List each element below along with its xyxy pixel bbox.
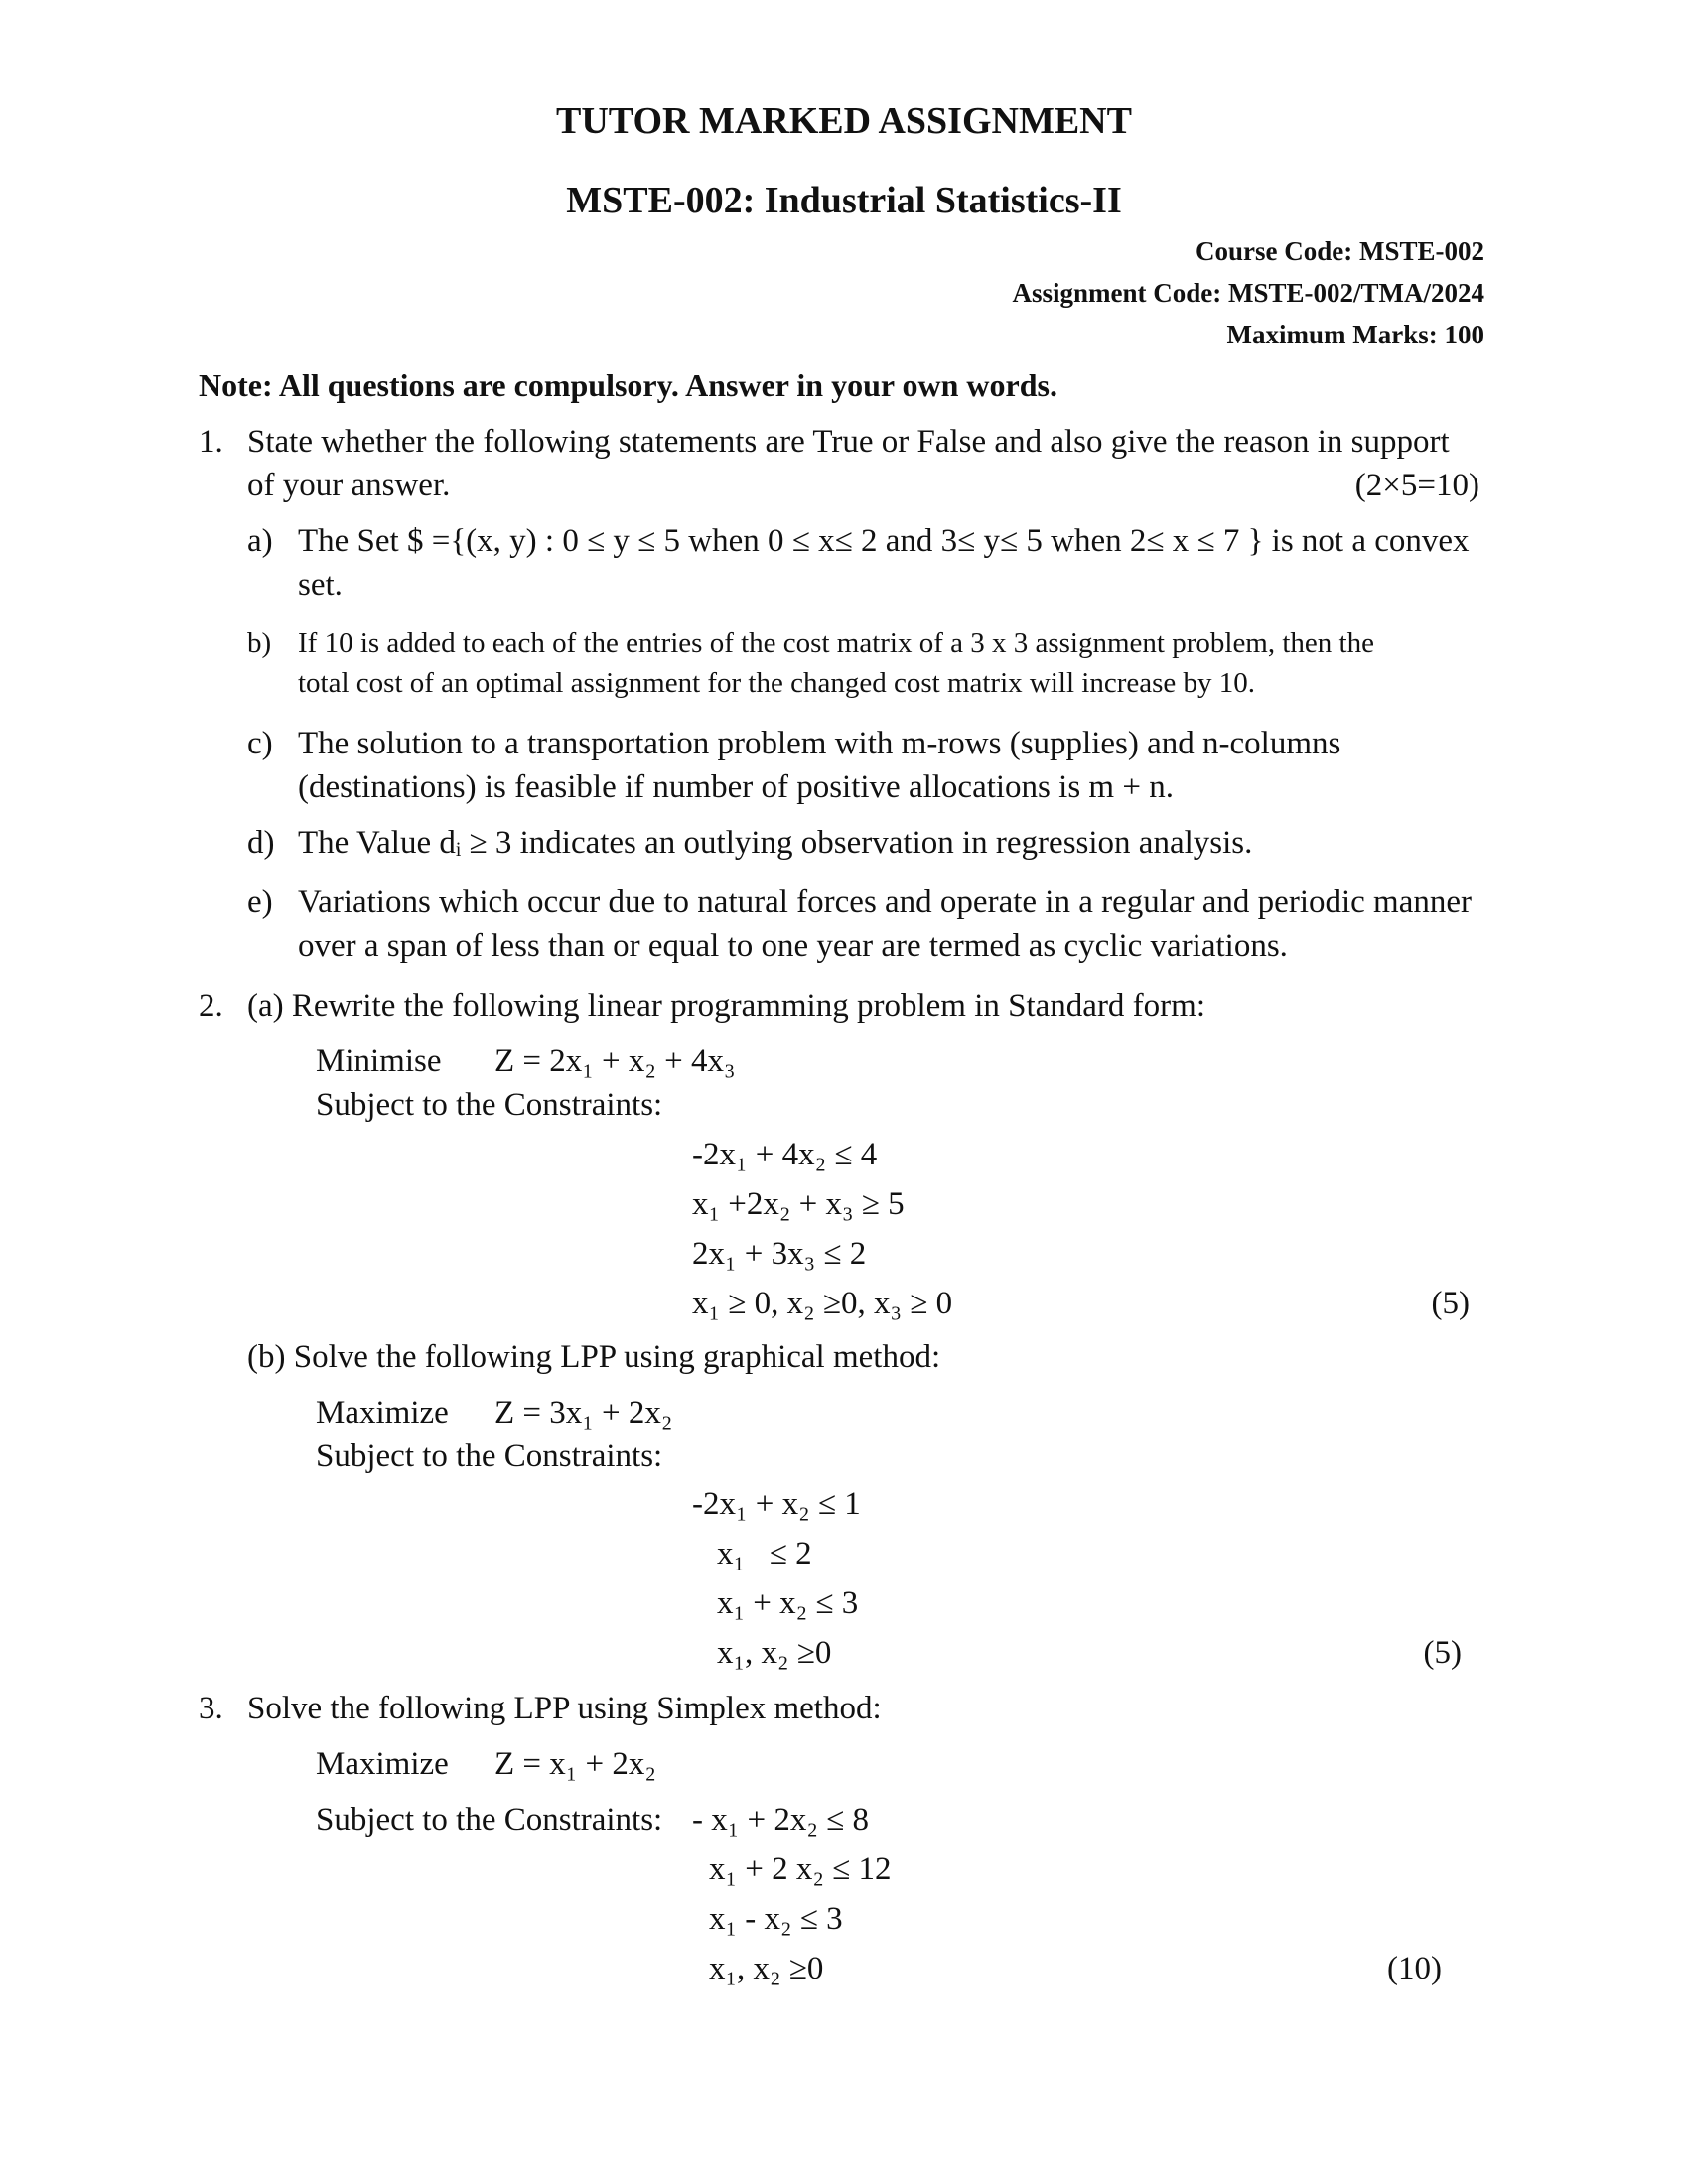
q1-text-line2: of your answer.: [247, 468, 451, 503]
course-subtitle: MSTE-002: Industrial Statistics-II: [566, 180, 1122, 221]
q2b-constraint-1: -2x₁ + x₂ ≤ 1: [692, 1486, 861, 1522]
q1b-line1: If 10 is added to each of the entries of the cost matrix of a 3 x 3 assignment problem, then the: [298, 627, 1374, 659]
q3-marks: (10): [1387, 1951, 1442, 1986]
note: Note: All questions are compulsory. Answer in your own words.: [199, 367, 1057, 403]
q1e-line2: over a span of less than or equal to one year are termed as cyclic variations.: [298, 928, 1288, 964]
maximum-marks: Maximum Marks: 100: [1226, 320, 1484, 349]
q3-subject: Subject to the Constraints:: [316, 1802, 663, 1838]
q2-number: 2.: [199, 988, 223, 1024]
q2a-heading: (a) Rewrite the following linear programming problem in Standard form:: [247, 988, 1205, 1024]
q2a-subject: Subject to the Constraints:: [316, 1087, 663, 1123]
q2b-objective: Z = 3x₁ + 2x₂: [494, 1395, 673, 1431]
q3-number: 3.: [199, 1691, 223, 1726]
q1a-line2: set.: [298, 567, 343, 603]
q2b-constraint-4: x₁, x₂ ≥0: [717, 1635, 832, 1671]
q2b-marks: (5): [1423, 1635, 1462, 1671]
q1c-line2: (destinations) is feasible if number of positive allocations is m + n.: [298, 769, 1174, 805]
q2b-objective-word: Maximize: [316, 1395, 449, 1431]
q1b-label: b): [247, 627, 272, 659]
q1a-line1: The Set $ ={(x, y) : 0 ≤ y ≤ 5 when 0 ≤ x≤ 2 and 3≤ y≤ 5 when 2≤ x ≤ 7 } is not a convex: [298, 523, 1470, 559]
q1c-label: c): [247, 726, 273, 761]
q3-constraint-2: x₁ + 2 x₂ ≤ 12: [709, 1851, 892, 1887]
q2b-constraint-3: x₁ + x₂ ≤ 3: [717, 1585, 859, 1621]
q1d-line1: The Value dᵢ ≥ 3 indicates an outlying observation in regression analysis.: [298, 825, 1253, 861]
q2b-subject: Subject to the Constraints:: [316, 1438, 663, 1474]
q2a-constraint-2: x₁ +2x₂ + x₃ ≥ 5: [692, 1186, 905, 1222]
q3-constraint-3: x₁ - x₂ ≤ 3: [709, 1901, 843, 1937]
q2a-objective: Z = 2x₁ + x₂ + 4x₃: [494, 1043, 736, 1079]
q1e-line1: Variations which occur due to natural forces and operate in a regular and periodic manner: [298, 885, 1473, 920]
q2a-marks: (5): [1431, 1286, 1470, 1321]
q1b-line2: total cost of an optimal assignment for the changed cost matrix will increase by 10.: [298, 667, 1255, 699]
q2b-heading: (b) Solve the following LPP using graphical method:: [247, 1339, 941, 1375]
assignment-code: Assignment Code: MSTE-002/TMA/2024: [1012, 278, 1484, 308]
page-title: TUTOR MARKED ASSIGNMENT: [556, 100, 1132, 142]
q3-heading: Solve the following LPP using Simplex method:: [247, 1691, 882, 1726]
q3-objective: Z = x₁ + 2x₂: [494, 1746, 656, 1782]
q1-marks: (2×5=10): [1354, 468, 1479, 503]
q1e-label: e): [247, 885, 273, 920]
q1-text-line1: State whether the following statements are True or False and also give the reason in support: [247, 424, 1450, 460]
q1d-label: d): [247, 825, 275, 861]
q3-objective-word: Maximize: [316, 1746, 449, 1782]
q1-number: 1.: [199, 424, 223, 460]
q3-constraint-4: x₁, x₂ ≥0: [709, 1951, 824, 1986]
course-code: Course Code: MSTE-002: [1196, 236, 1484, 266]
q2a-constraint-1: -2x₁ + 4x₂ ≤ 4: [692, 1137, 878, 1172]
q2a-constraint-3: 2x₁ + 3x₃ ≤ 2: [692, 1236, 867, 1272]
q2a-objective-word: Minimise: [316, 1043, 442, 1079]
q2a-constraint-4: x₁ ≥ 0, x₂ ≥0, x₃ ≥ 0: [692, 1286, 953, 1321]
q1c-line1: The solution to a transportation problem with m-rows (supplies) and n-columns: [298, 726, 1341, 761]
q2b-constraint-2: x₁ ≤ 2: [717, 1536, 812, 1571]
q3-constraint-1: - x₁ + 2x₂ ≤ 8: [692, 1802, 869, 1838]
q1a-label: a): [247, 523, 273, 559]
